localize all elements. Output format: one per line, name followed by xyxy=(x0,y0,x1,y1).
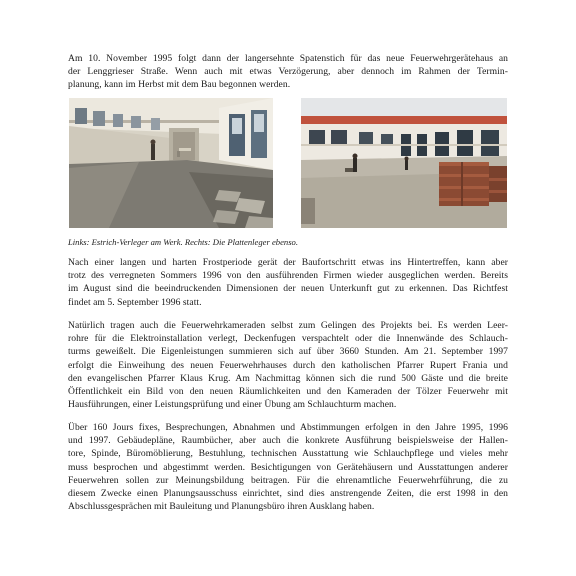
text-line: den evangelischen Pfarrer Klaus Krug. Am Nachmittag können sich die rund 500 Gäste und die breite xyxy=(68,372,508,384)
photo-exterior-paving xyxy=(301,98,507,228)
text-line: planung, kann im Herbst mit dem Bau begonnen werden. xyxy=(68,79,291,91)
text-line: Öffentlichkeit ein Bild von den neuen Räumlichkeiten und den Kameraden der Tölzer Feuerwehr mit xyxy=(68,386,508,398)
text-line: Am 10. November 1995 folgt dann der langersehnte Spatenstich für das neue Feuerwehrgerätehaus an xyxy=(68,53,508,64)
text-line: Abschlussgesprächen mit Bauleitung und Planungsbüro ihren Ausklang haben. xyxy=(68,501,375,513)
photo-caption: Links: Estrich-Verleger am Werk. Rechts: Die Plattenleger ebenso. xyxy=(68,237,298,247)
text-line: Nach einer langen und harten Frostperiode gerät der Baufortschritt etwas ins Hintertreffen, kann aber xyxy=(68,257,508,268)
text-line: erfolgt die Einweihung des neuen Feuerwehrhauses durch den katholischen Pfarrer Rupert Frania und xyxy=(68,359,508,371)
text-line: der Lenggrieser Straße. Wenn auch mit etwas Verzögerung, aber dennoch im Rahmen der Termin- xyxy=(68,66,508,78)
text-line: Natürlich tragen auch die Feuerwehrkameraden selbst zum Gelingen des Projekts bei. Es werden Leer- xyxy=(68,320,508,331)
text-line: turms geweißelt. Die Eigenleistungen summieren sich auf über 3660 Stunden. Am 21. September 1997 xyxy=(68,346,508,358)
text-line: findet am 5. September 1996 statt. xyxy=(68,296,202,308)
photo-exterior-paving-icon xyxy=(301,98,507,228)
text-line: rohre für die Elektroinstallation verlegt, Deckenfugen verspachtelt oder die Innenwände des Schlauch- xyxy=(68,333,508,345)
photo-interior-screed xyxy=(69,98,273,228)
paragraph-construction-progress xyxy=(68,256,508,309)
text-line: tore, Spinde, Büromöblierung, Bestuhlung, technischen Ausstattung wie Schlauchpflege und vieles mehr xyxy=(68,448,508,460)
paragraph-groundbreaking xyxy=(68,52,508,92)
text-line: und 1997. Gebäudepläne, Raumbücher, aber auch die konkrete Ausführung beispielsweise der Hallen- xyxy=(68,435,508,447)
text-line: Über 160 Jours fixes, Besprechungen, Abnahmen und Abstimmungen erfolgen in den Jahre 1995, 1996 xyxy=(68,422,508,433)
text-line: Hausführungen, einer Leistungsprüfung und einer Übung am Schlauchturm machen. xyxy=(68,399,397,411)
paragraph-inauguration xyxy=(68,319,508,411)
text-line: Feuerwehren sollen zur Meinungsbildung beitragen. Für die ehrenamtliche Feuerwehrführung, die zu xyxy=(68,474,508,486)
photo-interior-screed-icon xyxy=(69,98,273,228)
text-line: im August sind die beeindruckenden Dimensionen der neuen Unterkunft gut zu erkennen. Das Richtfest xyxy=(68,283,508,295)
text-line: trotz des verregneten Sommers 1996 von den ausführenden Firmen wieder ausgeglichen werden. Bereits xyxy=(68,270,508,282)
text-line: muss besprochen und abgestimmt werden. Besichtigungen von Gerätehäusern und Ausstattungen anderer xyxy=(68,461,508,473)
text-line: diesem Zwecke einen Planungsausschuss einrichtet, sind dies anstrengende Zeiten, die erst 1998 in den xyxy=(68,488,508,500)
paragraph-planning-meetings xyxy=(68,421,508,513)
